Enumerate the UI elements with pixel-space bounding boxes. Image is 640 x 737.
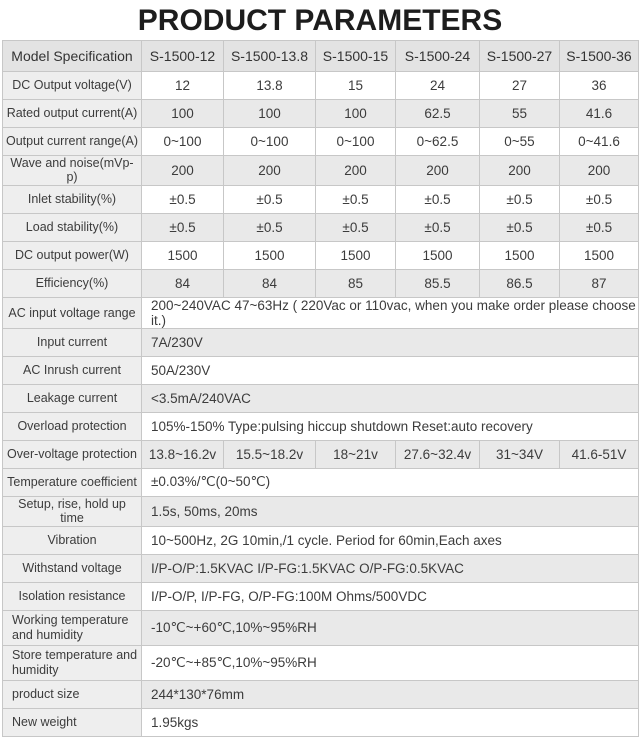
table-row [3,356,639,384]
table-row [3,384,639,412]
table-row [3,128,639,156]
cell-value: 1500 [560,241,639,269]
table-row [3,645,639,680]
cell-value: 55 [480,100,560,128]
cell-span-value: -20℃~+85℃,10%~95%RH [142,645,639,680]
table-row [3,328,639,356]
table-row [3,241,639,269]
cell-value: 100 [316,100,396,128]
column-header-model: S-1500-36 [560,41,639,72]
cell-value: 31~34V [480,440,560,468]
cell-value: 15.5~18.2v [224,440,316,468]
cell-value: 200 [560,156,639,186]
cell-value: 41.6 [560,100,639,128]
cell-value: 100 [224,100,316,128]
cell-value: 200 [316,156,396,186]
cell-value: 85 [316,269,396,297]
table-row [3,468,639,496]
page-title: PRODUCT PARAMETERS [137,4,503,37]
row-label: Inlet stability(%) [3,185,142,213]
cell-value: 200 [224,156,316,186]
cell-value: 200 [480,156,560,186]
cell-value: 27.6~32.4v [396,440,480,468]
cell-value: 13.8 [224,72,316,100]
cell-value: 13.8~16.2v [142,440,224,468]
row-label: AC input voltage range [3,297,142,328]
cell-span-value: 1.5s, 50ms, 20ms [142,496,639,526]
cell-value: 87 [560,269,639,297]
cell-value: 1500 [316,241,396,269]
table-row [3,72,639,100]
row-label: Output current range(A) [3,128,142,156]
row-label: Input current [3,328,142,356]
cell-value: ±0.5 [396,185,480,213]
column-header-model: S-1500-27 [480,41,560,72]
row-label: AC Inrush current [3,356,142,384]
cell-value: 41.6-51V [560,440,639,468]
cell-value: 100 [142,100,224,128]
row-label: Store temperature and humidity [3,645,142,680]
row-label: Wave and noise(mVp-p) [3,156,142,186]
cell-value: ±0.5 [480,185,560,213]
cell-value: 1500 [396,241,480,269]
cell-value: ±0.5 [316,213,396,241]
table-row [3,496,639,526]
cell-value: 0~100 [224,128,316,156]
table-row [3,708,639,736]
row-label: DC output power(W) [3,241,142,269]
row-label: Working temperature and humidity [3,610,142,645]
cell-value: 15 [316,72,396,100]
row-label: Over-voltage protection [3,440,142,468]
cell-value: 84 [224,269,316,297]
cell-value: ±0.5 [142,185,224,213]
cell-value: 86.5 [480,269,560,297]
cell-value: ±0.5 [224,213,316,241]
cell-span-value: ±0.03%/℃(0~50℃) [142,468,639,496]
cell-value: 84 [142,269,224,297]
table-row [3,680,639,708]
column-header-model: S-1500-13.8 [224,41,316,72]
row-label: Vibration [3,526,142,554]
row-label: Withstand voltage [3,554,142,582]
cell-value: ±0.5 [480,213,560,241]
cell-value: ±0.5 [224,185,316,213]
row-label: Isolation resistance [3,582,142,610]
spec-table-body [3,72,639,737]
cell-value: 200 [142,156,224,186]
cell-value: 36 [560,72,639,100]
column-header-label: Model Specification [3,41,142,72]
cell-span-value: 7A/230V [142,328,639,356]
table-row [3,156,639,186]
row-label: Temperature coefficient [3,468,142,496]
cell-span-value: I/P-O/P:1.5KVAC I/P-FG:1.5KVAC O/P-FG:0.5KVAC [142,554,639,582]
table-row [3,554,639,582]
cell-span-value: 10~500Hz, 2G 10min,/1 cycle. Period for 60min,Each axes [142,526,639,554]
cell-value: ±0.5 [316,185,396,213]
cell-span-value: 50A/230V [142,356,639,384]
row-label: Leakage current [3,384,142,412]
table-row [3,582,639,610]
cell-value: 1500 [142,241,224,269]
table-row [3,269,639,297]
cell-span-value: 105%-150% Type:pulsing hiccup shutdown Reset:auto recovery [142,412,639,440]
table-row [3,610,639,645]
cell-span-value: 244*130*76mm [142,680,639,708]
row-label: Overload protection [3,412,142,440]
row-label: Load stability(%) [3,213,142,241]
cell-value: 1500 [480,241,560,269]
cell-value: 0~100 [142,128,224,156]
cell-value: ±0.5 [396,213,480,241]
cell-value: 18~21v [316,440,396,468]
table-row [3,440,639,468]
cell-value: ±0.5 [560,213,639,241]
cell-value: ±0.5 [560,185,639,213]
row-label: New weight [3,708,142,736]
table-row [3,185,639,213]
cell-value: 0~41.6 [560,128,639,156]
cell-value: 27 [480,72,560,100]
cell-span-value: I/P-O/P, I/P-FG, O/P-FG:100M Ohms/500VDC [142,582,639,610]
row-label: Setup, rise, hold up time [3,496,142,526]
row-label: Efficiency(%) [3,269,142,297]
column-header-model: S-1500-24 [396,41,480,72]
cell-value: 1500 [224,241,316,269]
cell-span-value: 200~240VAC 47~63Hz ( 220Vac or 110vac, when you make order please choose it.) [142,297,639,328]
table-row [3,526,639,554]
cell-value: 200 [396,156,480,186]
cell-value: 12 [142,72,224,100]
column-header-model: S-1500-15 [316,41,396,72]
table-row [3,297,639,328]
cell-value: 62.5 [396,100,480,128]
cell-span-value: -10℃~+60℃,10%~95%RH [142,610,639,645]
row-label: Rated output current(A) [3,100,142,128]
table-row [3,213,639,241]
row-label: product size [3,680,142,708]
cell-value: 0~100 [316,128,396,156]
table-row [3,412,639,440]
table-header-row [3,41,639,72]
cell-value: 24 [396,72,480,100]
table-row [3,100,639,128]
cell-span-value: <3.5mA/240VAC [142,384,639,412]
cell-value: 0~62.5 [396,128,480,156]
row-label: DC Output voltage(V) [3,72,142,100]
cell-span-value: 1.95kgs [142,708,639,736]
cell-value: 85.5 [396,269,480,297]
cell-value: ±0.5 [142,213,224,241]
spec-table [2,40,639,737]
column-header-model: S-1500-12 [142,41,224,72]
cell-value: 0~55 [480,128,560,156]
